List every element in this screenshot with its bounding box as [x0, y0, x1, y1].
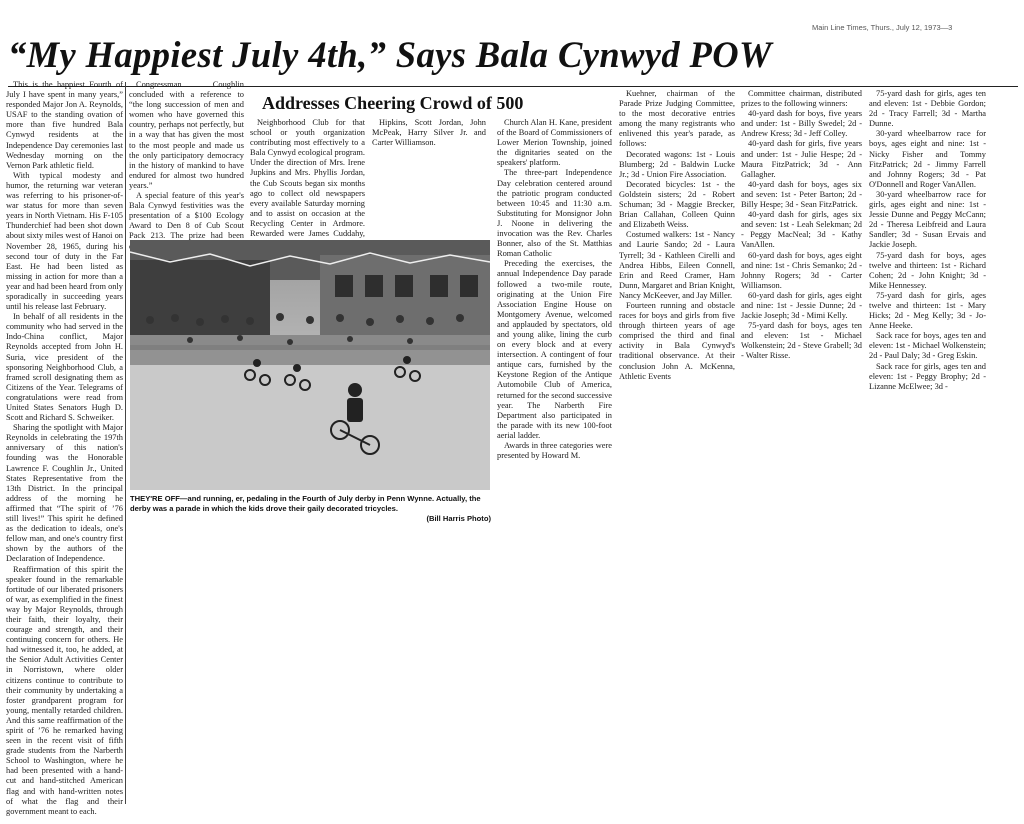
paragraph: Church Alan H. Kane, president of the Board of Commissioners of Lower Merion Township, joined the dignitaries seated on the speakers' platform. [497, 118, 612, 168]
paragraph: 60-yard dash for girls, ages eight and nine: 1st - Jessie Dunne; 2d - Jackie Joseph; 3d - Mimi Kelly. [741, 290, 862, 321]
paragraph: Congressman Coughlin concluded with a reference to “the long succession of men and women who have governed this country, perhaps not perfectly, but in a way that has given the most to the most people and made us the only participatory democracy in the history of mankind to have endured for almost two hundred years.” [129, 80, 244, 190]
paragraph: Decorated wagons: 1st - Louis Blumberg; 2d - Baldwin Lucke Jr.; 3d - Union Fire Association. [619, 149, 735, 179]
paragraph: With typical modesty and humor, the returning war veteran was referring to his prisoner-of-war status for more than seven years in North Vietnam. His F-105 Thunderchief had been shot down about sixty miles west of Hanoi on November 28, 1965, during his second tour of duty in the Far East. He had been listed as missing in action for more than a year and had been heard from only sporadically in succeeding years until his release last February. [6, 170, 123, 312]
article-column-6 [619, 89, 735, 519]
paragraph: 75-yard dash for boys, ages twelve and thirteen: 1st - Richard Cohen; 2d - John Knight; 3d - Mike Hennessey. [869, 250, 986, 290]
paragraph: 40-yard dash for boys, five years and under: 1st - Billy Swedel; 2d - Andrew Kress; 3d - Jeff Colley. [741, 109, 862, 139]
paragraph: This is the happiest Fourth of July I have spent in many years,” responded Major Jon A. Reynolds, USAF to the standing ovation of more than five hundred Bala Cynwyd residents at the Independence Day ceremonies last Wednesday morning on the Vernon Park athletic field. [6, 80, 123, 170]
dateline: Main Line Times, Thurs., July 12, 1973—3 [812, 23, 953, 32]
paragraph: 75-yard dash for girls, ages ten and eleven: 1st - Debbie Gordon; 2d - Tracy Farrell; 3d - Martha Dunne. [869, 89, 986, 129]
paragraph: Costumed walkers: 1st - Nancy and Laurie Sando; 2d - Laura Tyrrell; 3d - Kathleen Cirelli and Andrea Hibbs, Eileen Connell, Erin and Reed Cramer, Ham Dunn, Margaret and Brian Knight, Nancy McKeever, and Jay Miller. [619, 230, 735, 300]
paragraph: Sharing the spotlight with Major Reynolds in celebrating the 197th anniversary of this nation's founding was the Honorable Lawrence F. Coughlin Jr., United States Representative from the 13th District. In the principal address of the morning he affirmed that “The spirit of ’76 still lives!” This spirit he defined as the dedication to ideals, one's fellow man, and one's country first shown by the authors of the Declaration of Independence. [6, 423, 123, 564]
paragraph: Preceding the exercises, the annual Independence Day parade followed a two-mile route, originating at the Union Fire Association Engine House on Montgomery Avenue, welcomed and applauded by spectators, old and young alike, lining the curb on every block and at every intersection. A contingent of four antique cars, furnished by the Keystone Region of the Antique Automobile Club of America, returned for the second successive year. The Narberth Fire Department also participated in the parade with its new 100-foot aerial ladder. [497, 259, 612, 440]
paragraph: 75-yard dash for boys, ages ten and eleven: 1st - Michael Wolkenstein; 2d - Steve Grabell; 3d - Walter Risse. [741, 321, 862, 361]
paragraph: 30-yard wheelbarrow race for boys, ages eight and nine: 1st - Nicky Fisher and Tommy FitzPatrick; 2d - Jimmy Farrell and Johnny Rogers; 3d - Pat O'Donnell and Roger VanAllen. [869, 129, 986, 189]
paragraph: A special feature of this year's Bala Cynwyd festivities was the presentation of a $100 Ecology Award to Den 8 of Cub Scout Pack 213. The prize had been [129, 191, 244, 241]
paragraph: Committee chairman, distributed prizes to the following winners: [741, 89, 862, 109]
paragraph: Decorated bicycles: 1st - the Goldstein sisters; 2d - Robert Schuman; 3d - Maggie Brecker, Brian Callahan, Colleen Quinn and Elizabeth Weiss. [619, 179, 735, 230]
paragraph: Reaffirmation of this spirit the speaker found in the remarkable fortitude of our liberated prisoners of war, as exemplified in the finest way by Major Reynolds, through their faith, their loyalty, their courage and strength, and their continuing concern for others. He had witnessed it, too, he added, at the Senior Adult Activities Center in Norristown, where older citizens continue to contribute to their community by undertaking a foster grandparent program for young, mentally retarded children. And this same reaffirmation of the spirit of ’76 he remarked having seen in the recent visit of fifth grade students from the Narberth School to Washington, where he had been presented with a hand-cut and hand-stitched American flag and with hand-written notes of what the flag and their government meant to each. [6, 564, 123, 816]
article-column-3 [250, 118, 365, 239]
paragraph: Neighborhood Club for that school or youth organization contributing most effectively to a Bala Cynwyd ecological program. Under the direction of Mrs. Irene Jupkins and Mrs. Phyllis Jordan, the Cub Scouts began six months ago to collect old newspapers every available Saturday morning and to assist on occasion at the Recycling Center in Ardmore. Rewarded were James Cuddahy, [250, 118, 365, 239]
photo-caption: THEY'RE OFF—and running, er, pedaling in the Fourth of July derby in Penn Wynne. Actually, the derby was a parade in which the kids drove their gaily decorated tricycles. [130, 494, 481, 513]
paragraph: 75-yard dash for girls, ages twelve and thirteen: 1st - Mary Hicks; 2d - Meg Kelly; 3d - Jo-Anne Heeke. [869, 290, 986, 331]
article-column-7 [741, 89, 862, 519]
parade-photo-image [130, 240, 490, 490]
paragraph: Sack race for boys, ages ten and eleven: 1st - Michael Wolkenstein; 2d - Paul Daly; 3d - Greg Eskin. [869, 331, 986, 361]
paragraph: 40-yard dash for boys, ages six and seven: 1st - Peter Barton; 2d - Billy Hespe; 3d - Sean FitzPatrick. [741, 179, 862, 210]
paragraph: Awards in three categories were presented by Howard M. [497, 441, 612, 461]
paragraph: Sack race for girls, ages ten and eleven: 1st - Peggy Brophy; 2d - Lizanne McElwee; 3d - [869, 361, 986, 391]
parade-photo [130, 240, 490, 490]
paragraph: 40-yard dash for girls, five years and under: 1st - Julie Hespe; 2d - Maura FitzPatrick; 3d - Ann Gallagher. [741, 139, 862, 179]
column-divider [125, 82, 126, 804]
subheadline: Addresses Cheering Crowd of 500 [262, 93, 524, 113]
photo-credit: (Bill Harris Photo) [426, 514, 491, 523]
article-column-2 [129, 80, 244, 241]
paragraph: 60-yard dash for boys, ages eight and nine: 1st - Chris Semanko; 2d - Johnny Rogers; 3d - Carter Williamson. [741, 250, 862, 290]
paragraph: Hipkins, Scott Jordan, John McPeak, Harry Silver Jr. and Carter Williamson. [372, 118, 486, 148]
paragraph: 30-yard wheelbarrow race for girls, ages eight and nine: 1st - Jessie Dunne and Peggy McCann; 2d - Theresa Leibfreid and Laura Sandler; 3d - Susan Ervais and Jackie Joseph. [869, 189, 986, 250]
paragraph: 40-yard dash for girls, ages six and seven: 1st - Leah Selekman; 2d - Peggy MacNeal; 3d - Kathy VanAllen. [741, 210, 862, 250]
article-column-5 [497, 118, 612, 528]
article-column-8 [869, 89, 986, 519]
paragraph: Fourteen running and obstacle races for boys and girls from five through thirteen years of age comprised the third and final activity in Bala Cynwyd's traditional observance. At their conclusion John A. McKenna, Athletic Events [619, 300, 735, 381]
headline: “My Happiest July 4th,” Says Bala Cynwyd POW [8, 34, 772, 75]
article-column-1 [6, 80, 123, 816]
article-column-4 [372, 118, 486, 232]
paragraph: Kuehner, chairman of the Parade Prize Judging Committee, to the most decorative entries among the many registrants who enlivened this year's parade, as follows: [619, 89, 735, 149]
paragraph: In behalf of all residents in the community who had served in the Indo-China conflict, Major Reynolds accepted from John H. Suria, vice president of the sponsoring Neighborhood Club, a framed scroll designating them as Citizens of the Year. Telegrams of congratulations were read from United States Senators Hugh D. Scott and Richard S. Schweiker. [6, 312, 123, 423]
paragraph: The three-part Independence Day celebration centered around the patriotic program conducted between 10:45 and 11:30 a.m. Substituting for Monsignor John J. Noone in delivering the invocation was the Rev. Charles Bonner, also of the St. Matthias Roman Catholic [497, 168, 612, 259]
